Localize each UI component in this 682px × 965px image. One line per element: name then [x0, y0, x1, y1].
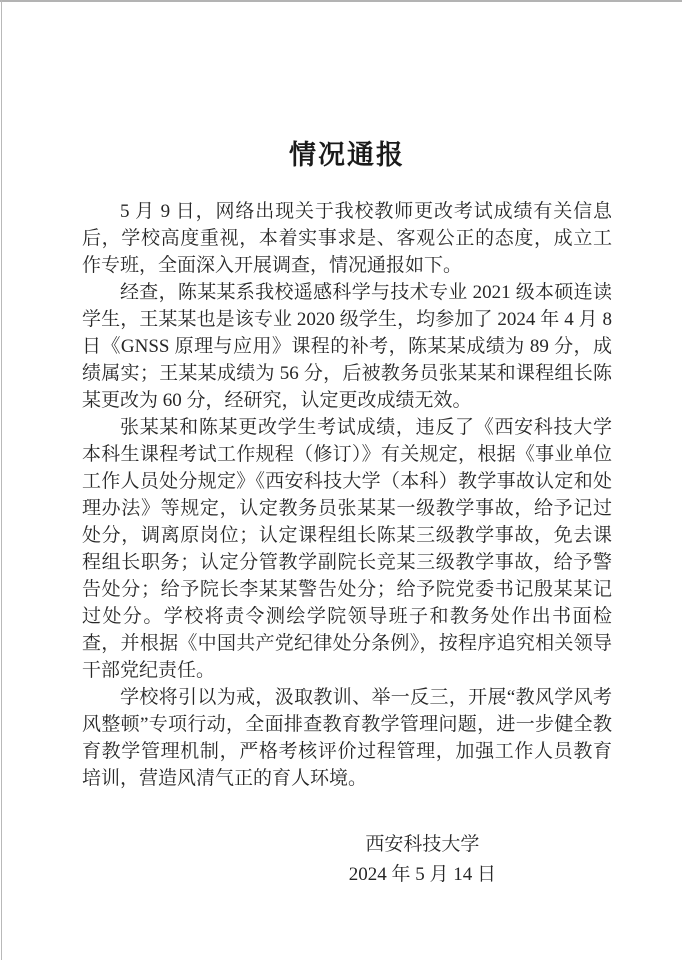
- scan-edge-left-line: [1, 0, 2, 960]
- signature-inner: [349, 830, 496, 890]
- document-body: [82, 0, 612, 890]
- signature-block: [82, 830, 612, 890]
- signature-issuer: 西安科技大学: [365, 834, 480, 855]
- paragraph-measures: 学校将引以为戒，汲取教训、举一反三，开展“教风学风考风整顿”专项行动，全面排查教育教学管理问题，进一步健全教育教学管理机制，严格考核评价过程管理，加强工作人员教育培训，营造风清气正的育人环境。: [82, 687, 612, 789]
- signature-date: 2024 年 5 月 14 日: [348, 864, 496, 885]
- paragraph-intro: 5 月 9 日，网络出现关于我校教师更改考试成绩有关信息后，学校高度重视，本着实事求是、客观公正的态度，成立工作专班，全面深入开展调查，情况通报如下。: [82, 201, 612, 276]
- document-title: 情况通报: [289, 140, 405, 170]
- paragraph-penalties: 张某某和陈某更改学生考试成绩，违反了《西安科技大学本科生课程考试工作规程（修订）》有关规定，根据《事业单位工作人员处分规定》《西安科技大学（本科）教学事故认定和处理办法》等规定，认定教务员张某某一级教学事故，给予记过处分，调离原岗位；认定课程组长陈某三级教学事故，免去课程组长职务；认定分管教学副院长竞某三级教学事故，给予警告处分；给予院长李某某警告处分；给予院党委书记殷某某记过处分。学校将责令测绘学院领导班子和教务处作出书面检查，并根据《中国共产党纪律处分条例》，按程序追究相关领导干部党纪责任。: [82, 417, 612, 681]
- paragraph-findings: 经查，陈某某系我校遥感科学与技术专业 2021 级本硕连读学生，王某某也是该专业 2020 级学生，均参加了 2024 年 4 月 8 日《GNSS 原理与应用》课程的补考，陈某某成绩为 89 分，成绩属实；王某某成绩为 56 分，后被教务员张某某和课程组长陈某更改为 60 分，经研究，认定更改成绩无效。: [82, 282, 612, 411]
